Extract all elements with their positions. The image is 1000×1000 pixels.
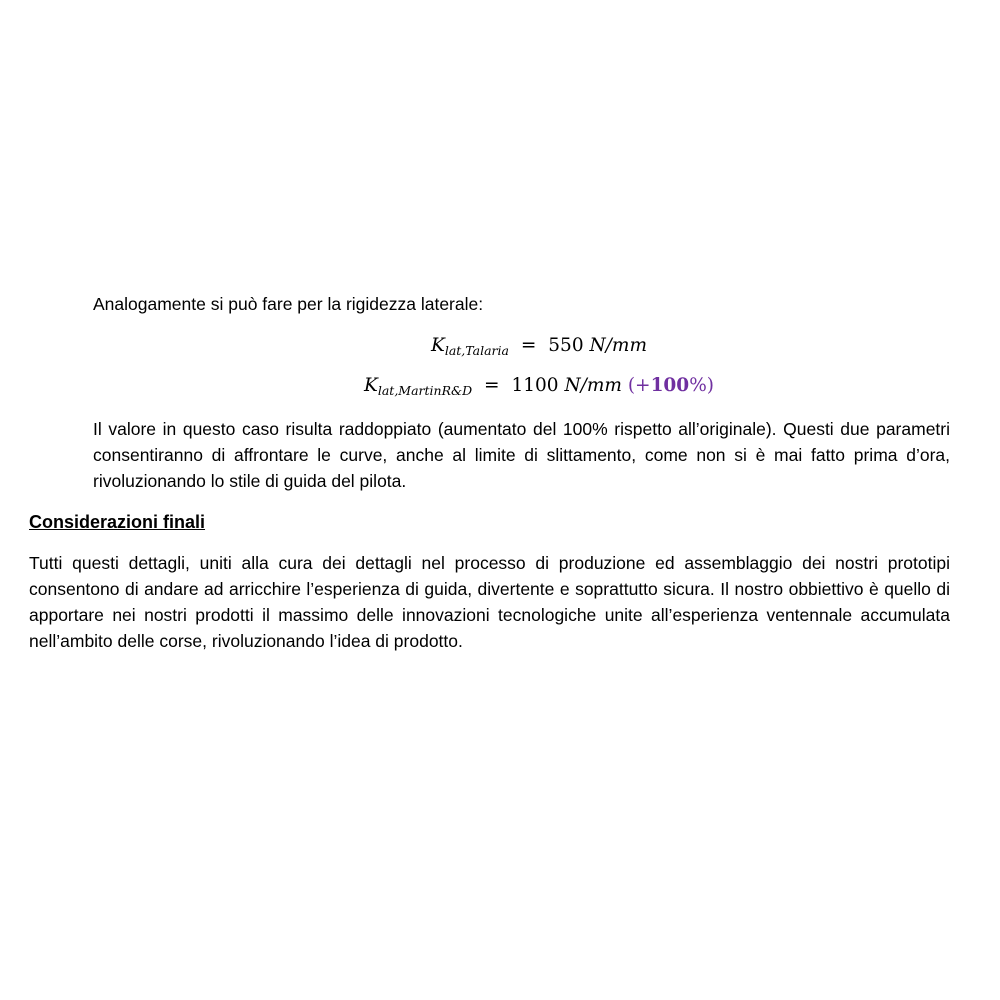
equation-unit: N/mm (589, 335, 647, 356)
section-heading: Considerazioni finali (29, 512, 206, 532)
equation-subscript: lat,Talaria (444, 343, 509, 358)
equation-symbol: K (364, 375, 378, 396)
increase-value: 100 (650, 375, 690, 396)
equation-value: 550 (548, 335, 584, 356)
intro-text: Analogamente si può fare per la rigidezza laterale: (93, 294, 484, 314)
equation-subscript: lat,MartinR&D (377, 383, 473, 398)
equals-sign: = (520, 335, 537, 356)
equals-sign: = (484, 375, 500, 396)
paragraph-conclusions: Tutti questi dettagli, uniti alla cura dei dettagli nel processo di produzione ed assemblaggio dei nostri prototipi consentono di andare ad arricchire l’esperienza di guida, divertente e soprattutto sicura. Il nostro obbiettivo è quello di apportare nei nostri prodotti il massimo delle innovazioni tecnologiche unite all’esperienza ventennale accumulata nell’ambito delle corse, rivoluzionando l’idea di prodotto. (29, 553, 950, 651)
paragraph-result: Il valore in questo caso risulta raddoppiato (aumentato del 100% rispetto all’originale). Questi due parametri consentiranno di affrontare le curve, anche al limite di slittamento, come non si è mai fatto prima d’ora, rivoluzionando lo stile di guida del pilota. (93, 419, 950, 491)
equation-symbol: K (431, 335, 445, 356)
increase-open: (+ (627, 375, 651, 396)
equation-lateral-stiffness-talaria (0, 333, 1000, 360)
increase-close: %) (689, 375, 714, 396)
equation-value: 1100 (511, 375, 559, 396)
equation-unit: N/mm (564, 375, 622, 396)
increase-percentage (628, 375, 714, 396)
equation-lateral-stiffness-martin (0, 373, 1000, 400)
